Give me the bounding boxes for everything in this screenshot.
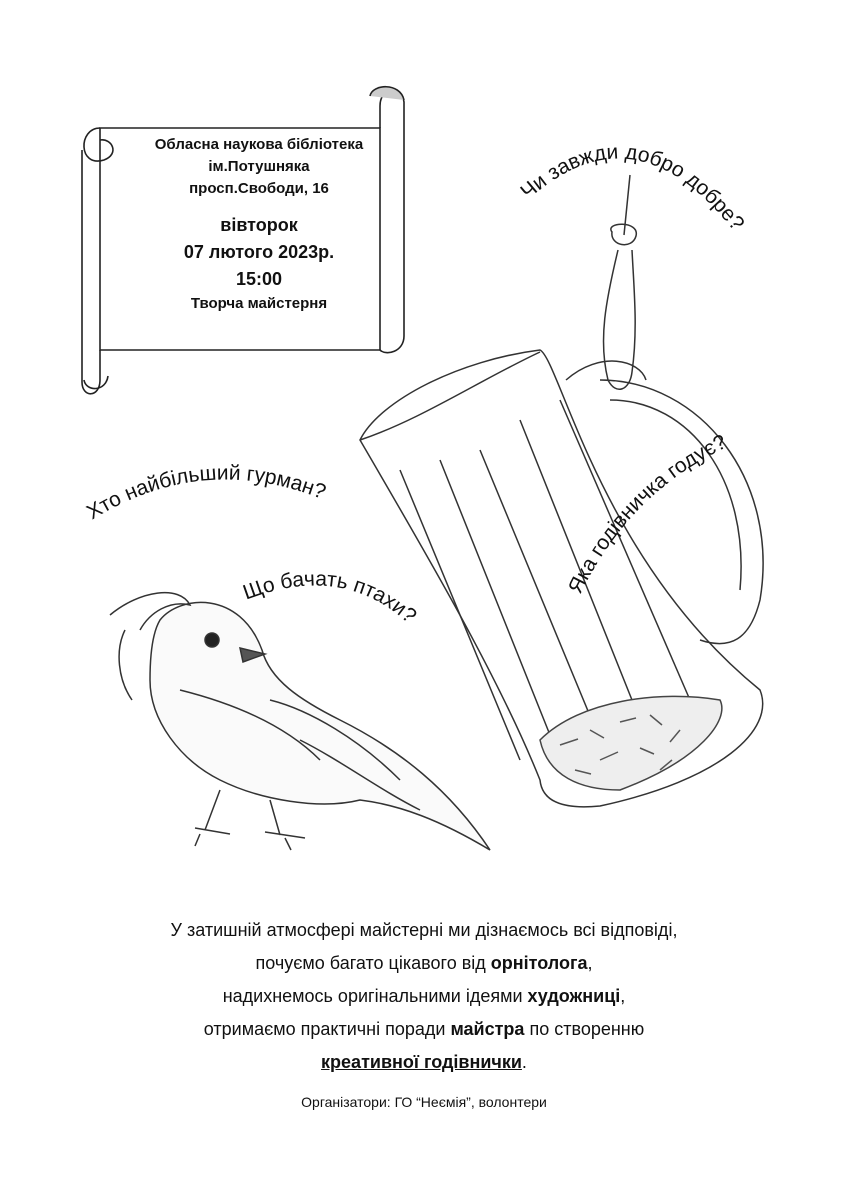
question-gourmet-text: Хто найбільший гурман?	[82, 461, 329, 525]
event-day: вівторок	[220, 215, 298, 235]
line5-post: .	[521, 1052, 527, 1072]
question-birds-see-text: Що бачать птахи?	[240, 567, 421, 628]
library-address: просп.Свободи, 16	[189, 180, 329, 197]
ornithologist-text: орнітолога	[490, 953, 588, 973]
artist-text: художниці	[527, 986, 621, 1006]
library-name-line1: Обласна наукова бібліотека	[154, 136, 364, 153]
description-line5	[40, 1046, 808, 1079]
line3-post: ,	[620, 986, 626, 1006]
description-text	[40, 914, 808, 1079]
description-line4	[40, 1013, 808, 1046]
mug-feeder-icon	[360, 175, 763, 807]
description-line3	[40, 980, 808, 1013]
line2-post: ,	[587, 953, 593, 973]
creative-feeder-text: креативної годівнички	[321, 1052, 522, 1072]
library-name-line2: ім.Потушняка	[208, 158, 310, 175]
line2-pre: почуємо багато цікавого від	[255, 953, 491, 973]
line4-post: по створенню	[524, 1019, 645, 1039]
question-feeder-text: Яка годівничка годує?	[563, 430, 731, 598]
scroll-event-info	[118, 134, 400, 315]
organizers-text: Організатори: ГО “Неємія”, волонтери	[301, 1094, 547, 1110]
line3-pre: надихнемось оригінальними ідеями	[222, 986, 528, 1006]
event-time: 15:00	[235, 269, 283, 289]
event-type: Творча майстерня	[190, 295, 328, 312]
sparrow-icon	[110, 593, 490, 850]
master-text: майстра	[450, 1019, 525, 1039]
description-line2	[40, 947, 808, 980]
event-date: 07 лютого 2023р.	[183, 242, 335, 262]
description-line1: У затишній атмосфері майстерні ми дізнаємось всі відповіді,	[170, 920, 678, 940]
question-good-text: Чи завжди добро добре?	[516, 140, 749, 235]
line4-pre: отримаємо практичні поради	[203, 1019, 451, 1039]
